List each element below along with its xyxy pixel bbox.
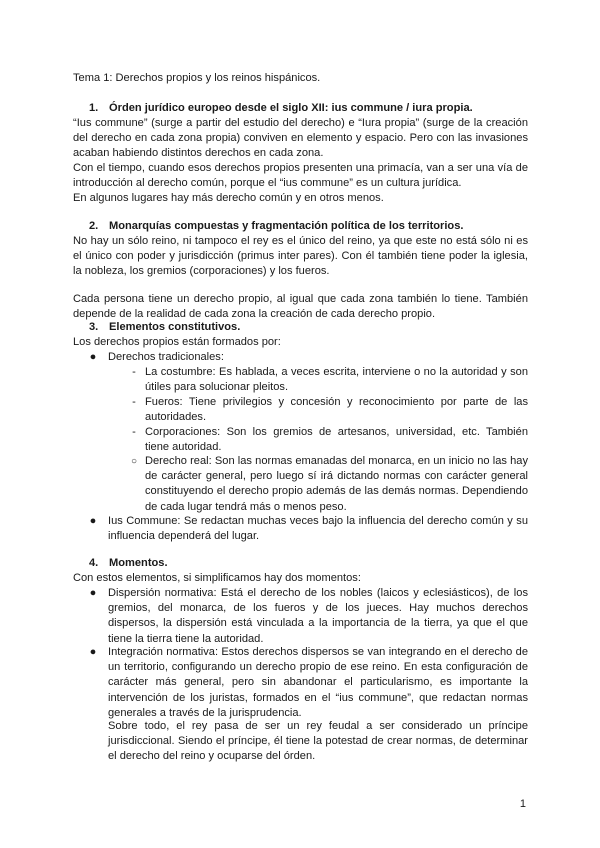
sub-list-item: Derecho real: Son las normas emanadas del monarca, en un inicio no las hay de carácter general, pero luego sí irá dictando normas con carácter general constituyendo el derecho propio además de las demás normas. Dependiendo de cada lugar tendrá más o menos peso. (145, 455, 528, 513)
sub-list-item: Corporaciones: Son los gremios de artesanos, universidad, etc. También tiene autoridad. (145, 426, 528, 454)
page-number: 1 (519, 798, 526, 810)
section-title: Monarquías compuestas y fragmentación política de los territorios. (109, 220, 464, 232)
section-title: Órden jurídico europeo desde el siglo XII: ius commune / iura propia. (109, 102, 473, 114)
paragraph: No hay un sólo reino, ni tampoco el rey es el único del reino, ya que este no está sólo ni es el único con poder y jurisdicción (primus inter pares). Con él también tiene poder la iglesia, la nobleza, los gremios (corporaciones) y los fueros. (73, 235, 528, 278)
circle-marker: ○ (130, 456, 138, 467)
bullet-dot: ● (89, 351, 97, 363)
bullet-dot: ● (89, 515, 97, 527)
paragraph: Cada persona tiene un derecho propio, al igual que cada zona también lo tiene. También depende de la realidad de cada zona la creación de cada derecho propio. (73, 293, 528, 321)
sub-list-item: La costumbre: Es hablada, a veces escrita, interviene o no la autoridad y son útiles para solucionar pleitos. (145, 366, 528, 394)
paragraph: Los derechos propios están formados por: (73, 336, 281, 348)
paragraph: “Ius commune” (surge a partir del estudio del derecho) e “Iura propia” (surge de la creación del derecho en cada zona propia) conviven en elemento y espacio. Pero con las invasiones acaban habiendo distintos derechos en cada zona. (73, 117, 528, 160)
section-number: 2. (89, 220, 99, 232)
dash-marker: - (132, 426, 136, 438)
bullet-dot: ● (89, 646, 97, 658)
paragraph: En algunos lugares hay más derecho común y en otros menos. (73, 192, 384, 204)
bullet-dot: ● (89, 587, 97, 599)
dash-marker: - (132, 366, 136, 378)
paragraph: Con el tiempo, cuando esos derechos propios presenten una primacía, van a ser una vía de introducción al derecho común, porque el “ius commune” es un cultura jurídica. (73, 162, 528, 190)
paragraph: Con estos elementos, si simplificamos hay dos momentos: (73, 572, 361, 584)
sub-list-item: Fueros: Tiene privilegios y concesión y reconocimiento por parte de las autoridades. (145, 396, 528, 424)
list-item: Integración normativa: Estos derechos dispersos se van integrando en el derecho de un territorio, configurando un derecho propio de ese reino. En esta configuración de carácter más general, pero sin abandonar el particularismo, es importante la intervención de los juristas, formados en el “ius commune”, que redactan normas generales a través de la jurisprudencia. (108, 646, 528, 719)
dash-marker: - (132, 396, 136, 408)
list-item: Ius Commune: Se redactan muchas veces bajo la influencia del derecho común y su influencia dependerá del lugar. (108, 515, 528, 543)
list-item: Dispersión normativa: Está el derecho de los nobles (laicos y eclesiásticos), de los gremios, del monarca, de los fueros y de los jueces. Hay muchos derechos dispersos, la dispersión está vinculada a la importancia de la tierra, ya que el que tiene la tierra tiene la autoridad. (108, 587, 528, 645)
list-item: Derechos tradicionales: (108, 351, 224, 363)
section-number: 1. (89, 102, 99, 114)
list-item-continuation: Sobre todo, el rey pasa de ser un rey feudal a ser considerado un príncipe jurisdiccional. Siendo el príncipe, él tiene la potestad de crear normas, de determinar el derecho del reino y ocuparse del órden. (108, 720, 528, 763)
document-title: Tema 1: Derechos propios y los reinos hispánicos. (73, 72, 321, 84)
section-title: Elementos constitutivos. (109, 321, 241, 333)
section-number: 3. (89, 321, 99, 333)
section-title: Momentos. (109, 557, 168, 569)
section-number: 4. (89, 557, 99, 569)
